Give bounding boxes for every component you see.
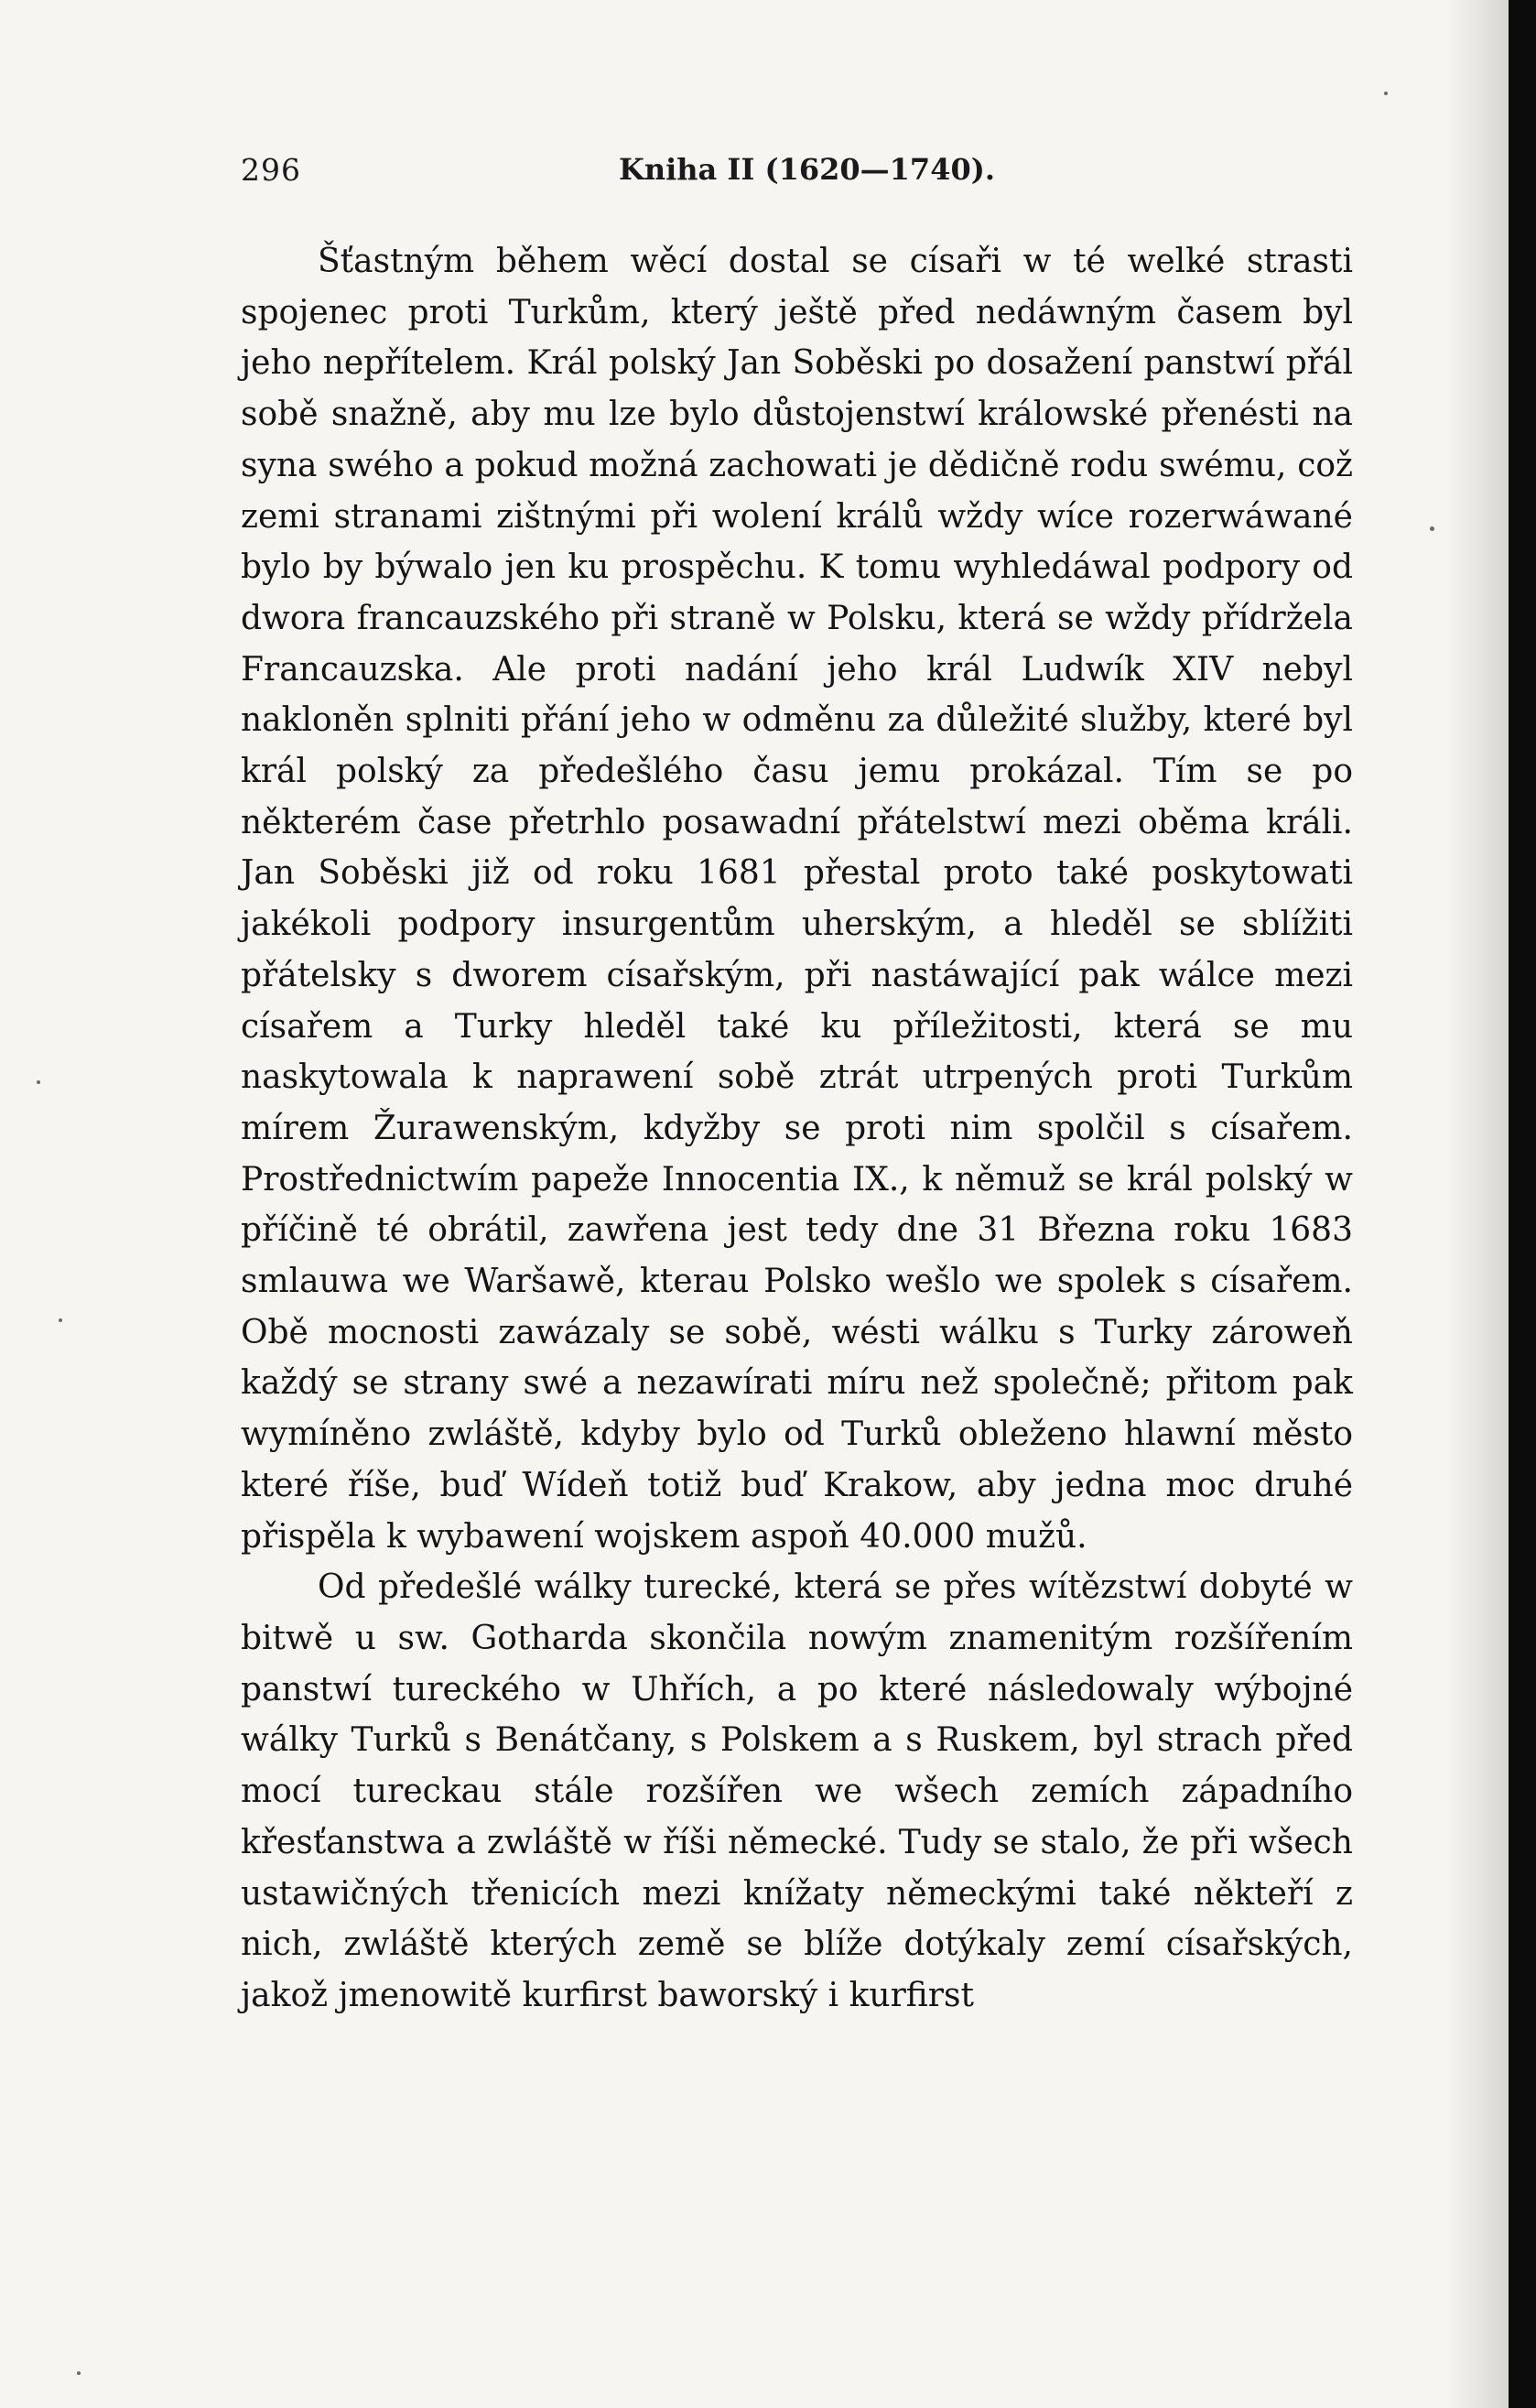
scan-speck	[59, 1318, 62, 1322]
running-head: Kniha II (1620—1740).	[619, 152, 995, 187]
scan-speck	[1384, 92, 1388, 95]
paragraph-1: Šťastným během wěcí dostal se císaři w té welké strasti spojenec proti Turkům, který ještě před nedáwným časem byl jeho nepřítelem. Král polský Jan Soběski po dosažení panstwí přál sobě snažně, aby mu lze bylo důstojenstwí králowské přenésti na syna swého a pokud možná zachowati je dědičně rodu swému, což zemi stranami zištnými při wolení králů wždy wíce rozerwáwané bylo by býwalo jen ku prospěchu. K tomu wyhledáwal podpory od dwora francauzského při straně w Polsku, která se wždy přídržela Francauzska. Ale proti nadání jeho král Ludwík XIV nebyl nakloněn splniti přání jeho w odměnu za důležité služby, které byl král polský za předešlého času jemu prokázal. Tím se po některém čase přetrhlo posawadní přátelstwí mezi oběma králi. Jan Soběski již od roku 1681 přestal proto také poskytowati jakékoli podpory insurgentům uherským, a hleděl se sblížiti přátelsky s dworem císařským, při nastáwající pak wálce mezi císařem a Turky hleděl také ku příležitosti, která se mu naskytowala k naprawení sobě ztrát utrpených proti Turkům mírem Žurawenským, kdyžby se proti nim spolčil s císařem. Prostřednictwím papeže Innocentia IX., k němuž se král polský w příčině té obrátil, zawřena jest tedy dne 31 Března roku 1683 smlauwa we Waršawě, kterau Polsko wešlo we spolek s císařem. Obě mocnosti zawázaly se sobě, wésti wálku s Turky zároweň každý se strany swé a nezawírati míru než společně; přitom pak wymíněno zwláště, kdyby bylo od Turků obleženo hlawní město které říše, buď Wídeň totiž buď Krakow, aby jedna moc druhé přispěla k wybawení wojskem aspoň 40.000 mužů.	[241, 243, 1353, 1556]
scan-speck	[1430, 526, 1434, 531]
page-edge-shadow	[1446, 0, 1509, 2408]
scan-speck	[37, 1080, 40, 1084]
page-number: 296	[241, 152, 301, 188]
paragraph-2: Od předešlé wálky turecké, která se přes wítězstwí dobyté w bitwě u sw. Gotharda skončila nowým znamenitým rozšířením panstwí tureckého w Uhřích, a po které následowaly wýbojné wálky Turků s Benátčany, s Polskem a s Ruskem, byl strach před mocí tureckau stále rozšířen we wšech zemích západního křesťanstwa a zwláště w říši německé. Tudy se stalo, že při wšech ustawičných třenicích mezi knížaty německými také někteří z nich, zwláště kterých země se blíže dotýkaly zemí císařských, jakož jmenowitě kurfirst baworský i kurfirst	[241, 1568, 1353, 2014]
scan-speck	[77, 2371, 81, 2375]
body-text	[241, 236, 1353, 2022]
page-header	[241, 152, 1353, 198]
